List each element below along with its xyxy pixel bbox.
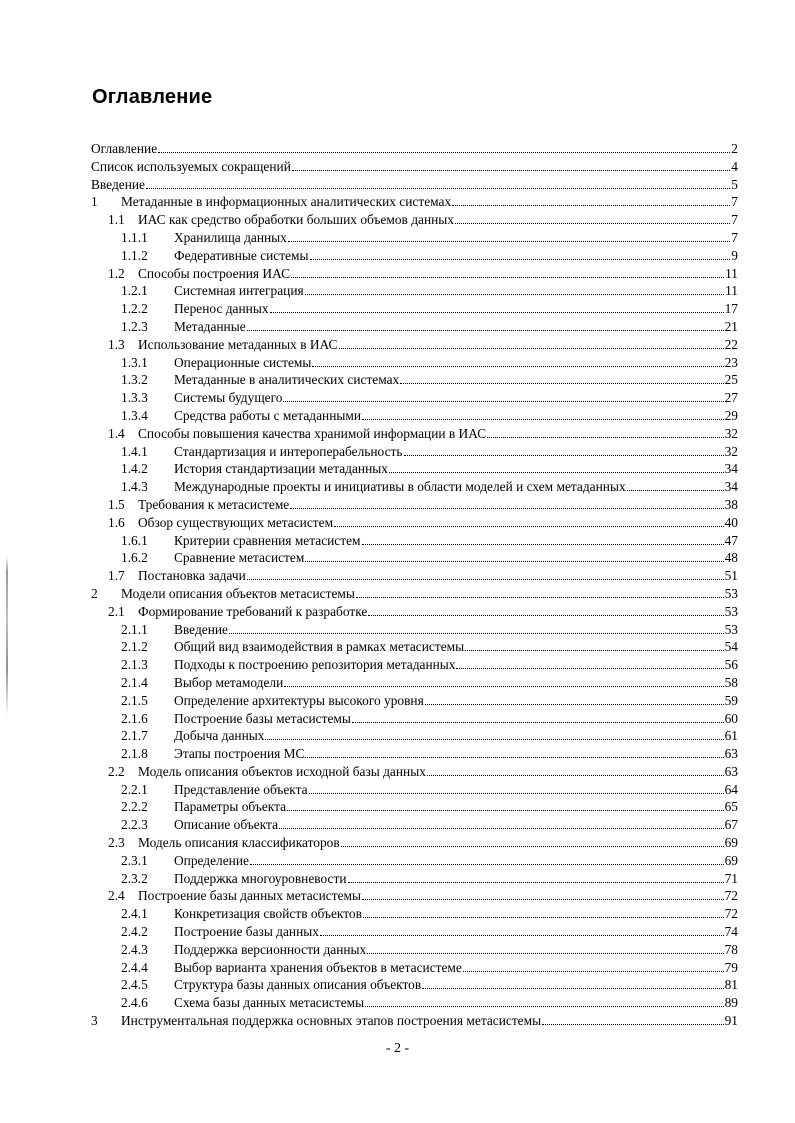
toc-entry-page: 61 [724, 728, 738, 744]
toc-dot-leader [365, 997, 723, 1007]
toc-dot-leader [367, 944, 723, 954]
toc-entry-title: Способы повышения качества хранимой информации в ИАС [138, 425, 487, 441]
toc-entry[interactable] [91, 710, 738, 728]
toc-entry-number: 2.3.1 [121, 852, 148, 868]
toc-entry[interactable] [91, 140, 738, 158]
toc-entry[interactable] [91, 478, 738, 496]
toc-entry-number: 2.1.7 [121, 728, 148, 744]
toc-entry-title: Критерии сравнения метасистем [174, 532, 361, 548]
toc-entry-title: Требования к метасистеме [138, 496, 290, 512]
toc-entry-number: 1.6.2 [121, 550, 148, 566]
toc-dot-leader [463, 962, 724, 972]
toc-entry-title: Оглавление [91, 141, 158, 156]
toc-dot-leader [287, 801, 724, 811]
toc-entry-page: 27 [724, 390, 738, 406]
toc-entry-number: 1.3.3 [121, 390, 148, 406]
toc-entry-title: Построение базы данных [174, 924, 319, 940]
toc-entry-title: Введение [174, 621, 228, 637]
toc-entry-title: Операционные системы [174, 354, 312, 370]
toc-dot-leader [310, 250, 731, 260]
toc-entry-number: 1.1.1 [121, 229, 148, 245]
toc-entry-page: 11 [725, 283, 738, 299]
toc-dot-leader [283, 392, 723, 402]
toc-entry[interactable] [91, 354, 738, 372]
toc-entry-page: 32 [724, 443, 738, 459]
toc-entry-title: Системы будущего [174, 390, 283, 406]
toc-entry[interactable] [91, 798, 738, 816]
toc-entry-title: Метаданные в информационных аналитических системах [121, 194, 452, 210]
toc-dot-leader [247, 570, 724, 580]
toc-dot-leader [400, 374, 723, 384]
toc-dot-leader [309, 784, 724, 794]
toc-entry-page: 53 [724, 585, 738, 601]
toc-entry-page: 74 [724, 924, 738, 940]
toc-entry[interactable] [91, 460, 738, 478]
toc-entry-number: 2 [91, 585, 98, 601]
toc-entry-number: 2.1.8 [121, 746, 148, 762]
toc-entry[interactable] [91, 1012, 738, 1030]
page-title: Оглавление [92, 86, 213, 108]
toc-entry-number: 2.1.3 [121, 657, 148, 673]
toc-entry-title: Построение базы метасистемы [174, 710, 351, 726]
toc-entry-title: Стандартизация и интероперабельность [174, 443, 403, 459]
toc-entry-number: 2.2.2 [121, 799, 148, 815]
toc-entry[interactable] [91, 300, 738, 318]
toc-dot-leader [279, 819, 724, 829]
scan-artifact [6, 556, 8, 716]
toc-entry[interactable] [91, 959, 738, 977]
toc-entry-number: 1.4 [108, 425, 125, 441]
toc-entry-page: 69 [724, 852, 738, 868]
toc-dot-leader [292, 161, 730, 171]
toc-entry-page: 59 [724, 692, 738, 708]
toc-entry-page: 79 [724, 959, 738, 975]
toc-entry-title: Федеративные системы [174, 247, 309, 263]
toc-dot-leader [305, 552, 723, 562]
toc-entry-page: 38 [724, 496, 738, 512]
toc-dot-leader [341, 837, 724, 847]
toc-entry[interactable] [91, 567, 738, 585]
toc-entry-title: Выбор метамодели [174, 674, 284, 690]
toc-dot-leader [288, 232, 730, 242]
toc-entry-title: Международные проекты и инициативы в области моделей и схем метаданных [174, 479, 626, 495]
toc-entry-title: Определение [174, 852, 249, 868]
toc-entry-number: 1.4.2 [121, 461, 148, 477]
toc-entry-number: 1.2.2 [121, 301, 148, 317]
toc-dot-leader [312, 357, 723, 367]
toc-entry-page: 4 [731, 158, 738, 174]
toc-dot-leader [389, 463, 724, 473]
toc-entry-title: Определение архитектуры высокого уровня [174, 692, 424, 708]
toc-entry[interactable] [91, 193, 738, 211]
toc-entry-title: Подходы к построению репозитория метаданных [174, 657, 456, 673]
toc-entry-number: 2.1.2 [121, 639, 148, 655]
toc-entry-title: Схема базы данных метасистемы [174, 995, 365, 1011]
toc-entry-title: Структура базы данных описания объектов [174, 977, 422, 993]
toc-entry-page: 60 [724, 710, 738, 726]
toc-entry-page: 64 [724, 781, 738, 797]
toc-entry[interactable] [91, 603, 738, 621]
toc-entry[interactable] [91, 781, 738, 799]
toc-entry-title: Хранилища данных [174, 229, 287, 245]
toc-entry-title: Общий вид взаимодействия в рамках метасистемы [174, 639, 465, 655]
toc-entry-title: Конкретизация свойств объектов [174, 906, 362, 922]
toc-entry-page: 53 [724, 621, 738, 637]
toc-entry[interactable] [91, 211, 738, 229]
toc-dot-leader [229, 624, 724, 634]
table-of-contents [91, 140, 738, 1030]
toc-entry-page: 7 [731, 229, 738, 245]
toc-entry-title: Формирование требований к разработке [138, 603, 368, 619]
toc-entry-title: Описание объекта [174, 817, 279, 833]
toc-dot-leader [291, 268, 724, 278]
toc-entry-page: 72 [724, 906, 738, 922]
toc-entry[interactable] [91, 425, 738, 443]
toc-dot-leader [305, 748, 723, 758]
toc-entry-number: 2.4.1 [121, 906, 148, 922]
toc-entry-number: 1.2.3 [121, 318, 148, 334]
toc-entry[interactable] [91, 638, 738, 656]
toc-entry-page: 89 [724, 995, 738, 1011]
toc-entry-page: 32 [724, 425, 738, 441]
toc-entry-title: Сравнение метасистем [174, 550, 305, 566]
toc-entry-title: Способы построения ИАС [138, 265, 291, 281]
toc-entry[interactable] [91, 674, 738, 692]
toc-entry-number: 1 [91, 194, 98, 210]
toc-entry-page: 47 [724, 532, 738, 548]
toc-entry-title: Параметры объекта [174, 799, 287, 815]
toc-dot-leader [362, 890, 724, 900]
toc-entry[interactable] [91, 745, 738, 763]
toc-entry-number: 2.1.4 [121, 674, 148, 690]
toc-entry[interactable] [91, 816, 738, 834]
page-number: - 2 - [385, 1041, 410, 1056]
toc-entry-page: 56 [724, 657, 738, 673]
toc-entry-title: Метаданные в аналитических системах [174, 372, 400, 388]
toc-entry[interactable] [91, 176, 738, 194]
toc-entry-number: 1.4.3 [121, 479, 148, 495]
toc-entry-number: 2.2 [108, 763, 125, 779]
toc-entry[interactable] [91, 158, 738, 176]
toc-dot-leader [627, 481, 724, 491]
toc-entry-page: 63 [724, 763, 738, 779]
toc-entry[interactable] [91, 282, 738, 300]
toc-dot-leader [320, 926, 724, 936]
toc-entry-page: 7 [731, 194, 738, 210]
toc-dot-leader [456, 659, 723, 669]
toc-entry[interactable] [91, 870, 738, 888]
toc-dot-leader [158, 143, 730, 153]
toc-entry-page: 29 [724, 407, 738, 423]
toc-dot-leader [305, 285, 724, 295]
toc-entry-title: Поддержка многоуровневости [174, 870, 347, 886]
toc-entry-page: 78 [724, 941, 738, 957]
toc-entry[interactable] [91, 336, 738, 354]
toc-entry-number: 2.1 [108, 603, 125, 619]
toc-entry-page: 40 [724, 514, 738, 530]
toc-entry-page: 11 [725, 265, 738, 281]
toc-dot-leader [542, 1015, 724, 1025]
toc-entry[interactable] [91, 265, 738, 283]
toc-entry[interactable] [91, 443, 738, 461]
toc-entry-title: Этапы построения МС [174, 746, 305, 762]
toc-dot-leader [425, 695, 724, 705]
toc-entry-page: 53 [724, 603, 738, 619]
toc-entry-number: 2.1.1 [121, 621, 148, 637]
toc-entry-page: 67 [724, 817, 738, 833]
toc-dot-leader [348, 873, 724, 883]
toc-entry[interactable] [91, 389, 738, 407]
toc-entry-page: 9 [731, 247, 738, 263]
toc-entry-title: Построение базы данных метасистемы [138, 888, 361, 904]
toc-entry-page: 72 [724, 888, 738, 904]
toc-entry-number: 1.7 [108, 568, 125, 584]
toc-entry-title: Модель описания классификаторов [138, 835, 340, 851]
toc-entry-title: Выбор варианта хранения объектов в метасистеме [174, 959, 462, 975]
toc-entry-title: Список используемых сокращений [91, 158, 291, 174]
toc-entry-number: 1.3 [108, 336, 125, 352]
toc-entry-title: Использование метаданных в ИАС [138, 336, 338, 352]
toc-dot-leader [422, 979, 723, 989]
toc-entry[interactable] [91, 994, 738, 1012]
toc-entry-title: Постановка задачи [138, 568, 246, 584]
toc-dot-leader [362, 410, 724, 420]
toc-entry-number: 3 [91, 1013, 98, 1029]
toc-entry-title: Поддержка версионности данных [174, 941, 367, 957]
toc-dot-leader [368, 606, 723, 616]
toc-dot-leader [465, 641, 724, 651]
toc-entry-number: 2.1.6 [121, 710, 148, 726]
toc-entry-title: Модели описания объектов метасистемы [121, 585, 355, 601]
toc-entry-number: 2.1.5 [121, 692, 148, 708]
toc-entry[interactable] [91, 763, 738, 781]
toc-entry-number: 2.4.5 [121, 977, 148, 993]
toc-entry-page: 48 [724, 550, 738, 566]
toc-entry[interactable] [91, 976, 738, 994]
toc-entry-title: ИАС как средство обработки больших объемов данных [138, 212, 454, 228]
toc-entry-page: 51 [724, 568, 738, 584]
toc-dot-leader [270, 303, 724, 313]
toc-dot-leader [363, 908, 724, 918]
toc-entry-page: 69 [724, 835, 738, 851]
toc-entry-number: 2.2.1 [121, 781, 148, 797]
toc-dot-leader [146, 179, 730, 189]
toc-entry-number: 1.2 [108, 265, 125, 281]
toc-entry-number: 1.4.1 [121, 443, 148, 459]
toc-dot-leader [352, 713, 724, 723]
toc-entry-number: 1.5 [108, 496, 125, 512]
toc-entry-number: 1.1.2 [121, 247, 148, 263]
toc-entry-title: Перенос данных [174, 301, 269, 317]
toc-entry-number: 2.4.6 [121, 995, 148, 1011]
toc-entry-title: Системная интеграция [174, 283, 304, 299]
toc-entry-number: 2.3.2 [121, 870, 148, 886]
toc-entry[interactable] [91, 923, 738, 941]
toc-entry[interactable] [91, 834, 738, 852]
toc-entry-number: 2.4.4 [121, 959, 148, 975]
toc-entry-number: 2.4 [108, 888, 125, 904]
toc-entry-page: 21 [724, 318, 738, 334]
toc-entry-title: Инструментальная поддержка основных этапов построения метасистемы [121, 1013, 542, 1029]
toc-entry-page: 22 [724, 336, 738, 352]
toc-entry-title: Модель описания объектов исходной базы данных [138, 763, 426, 779]
toc-entry-number: 2.3 [108, 835, 125, 851]
toc-entry-number: 2.4.2 [121, 924, 148, 940]
toc-dot-leader [284, 677, 723, 687]
toc-entry[interactable] [91, 727, 738, 745]
toc-entry-page: 81 [724, 977, 738, 993]
toc-entry-number: 1.3.1 [121, 354, 148, 370]
toc-entry-page: 54 [724, 639, 738, 655]
toc-entry-page: 23 [724, 354, 738, 370]
toc-entry-number: 1.6.1 [121, 532, 148, 548]
toc-dot-leader [404, 446, 724, 456]
toc-entry-title: Средства работы с метаданными [174, 407, 361, 423]
toc-entry-page: 5 [731, 176, 738, 192]
toc-dot-leader [339, 339, 724, 349]
toc-entry-number: 1.3.2 [121, 372, 148, 388]
toc-entry-page: 91 [724, 1013, 738, 1029]
toc-dot-leader [487, 428, 723, 438]
toc-entry-page: 71 [724, 870, 738, 886]
toc-entry[interactable] [91, 514, 738, 532]
toc-dot-leader [362, 535, 724, 545]
toc-entry-page: 34 [724, 479, 738, 495]
toc-entry[interactable] [91, 585, 738, 603]
toc-entry-page: 2 [731, 141, 738, 156]
toc-entry[interactable] [91, 905, 738, 923]
toc-dot-leader [356, 588, 724, 598]
toc-entry-title: Введение [91, 176, 145, 192]
toc-entry-title: Представление объекта [174, 781, 308, 797]
toc-entry-number: 1.3.4 [121, 407, 148, 423]
toc-dot-leader [250, 855, 724, 865]
toc-dot-leader [265, 730, 723, 740]
toc-entry-title: Добыча данных [174, 728, 265, 744]
toc-entry[interactable] [91, 407, 738, 425]
toc-entry-number: 2.4.3 [121, 941, 148, 957]
toc-entry[interactable] [91, 371, 738, 389]
toc-entry-number: 1.6 [108, 514, 125, 530]
toc-entry[interactable] [91, 318, 738, 336]
toc-entry[interactable] [91, 692, 738, 710]
toc-entry-page: 34 [724, 461, 738, 477]
toc-entry[interactable] [91, 549, 738, 567]
toc-entry[interactable] [91, 621, 738, 639]
toc-entry-title: Метаданные [174, 318, 246, 334]
toc-entry[interactable] [91, 229, 738, 247]
toc-entry-number: 1.2.1 [121, 283, 148, 299]
toc-entry-title: История стандартизации метаданных [174, 461, 388, 477]
toc-entry[interactable] [91, 247, 738, 265]
toc-entry-page: 7 [731, 212, 738, 228]
toc-entry-page: 25 [724, 372, 738, 388]
toc-dot-leader [290, 499, 723, 509]
toc-dot-leader [334, 517, 724, 527]
toc-entry-title: Обзор существующих метасистем [138, 514, 334, 530]
toc-entry[interactable] [91, 852, 738, 870]
toc-entry[interactable] [91, 656, 738, 674]
toc-entry-page: 63 [724, 746, 738, 762]
toc-dot-leader [455, 214, 730, 224]
toc-entry-number: 1.1 [108, 212, 125, 228]
toc-dot-leader [247, 321, 724, 331]
toc-entry[interactable] [91, 496, 738, 514]
toc-entry[interactable] [91, 532, 738, 550]
toc-entry-page: 58 [724, 674, 738, 690]
toc-entry-page: 65 [724, 799, 738, 815]
toc-entry[interactable] [91, 941, 738, 959]
toc-entry-page: 17 [724, 301, 738, 317]
toc-entry-number: 2.2.3 [121, 817, 148, 833]
toc-dot-leader [452, 196, 730, 206]
toc-dot-leader [427, 766, 724, 776]
toc-entry[interactable] [91, 887, 738, 905]
